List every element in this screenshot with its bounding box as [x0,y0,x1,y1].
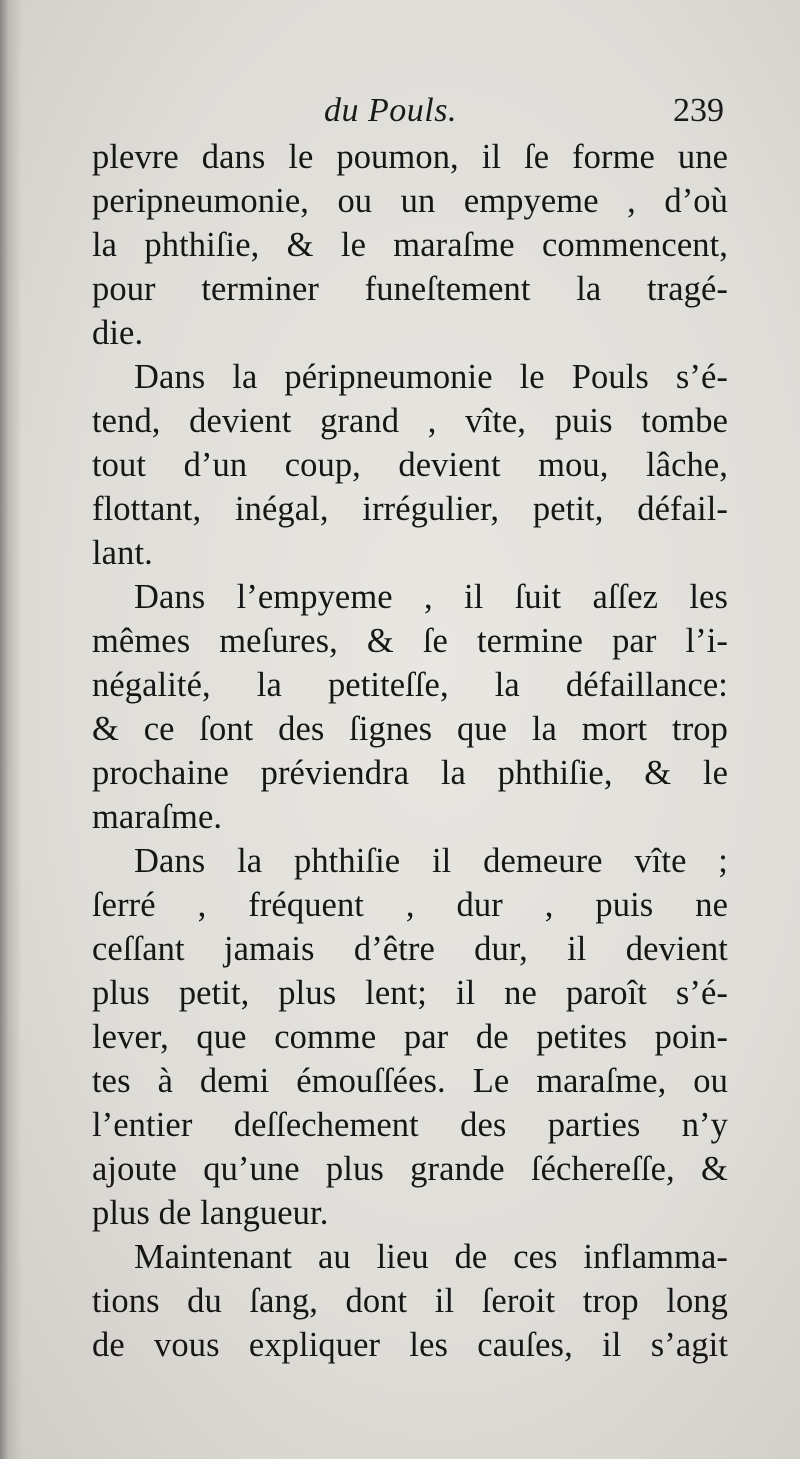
text-line: peripneumonie, ou un empyeme , d’où [92,182,728,220]
text-line: plus de langueur. [92,1194,329,1232]
text-line: ceſſant jamais d’être dur, il devient [92,930,728,968]
text-line: mêmes meſures, & ſe termine par l’i- [92,622,728,660]
text-line: maraſme. [92,798,223,836]
text-line: tes à demi émouſſées. Le maraſme, ou [92,1062,728,1100]
text-line: tions du ſang, dont il ſeroit trop long [92,1282,728,1320]
page-number: 239 [673,92,724,129]
text-line: tout d’un coup, devient mou, lâche, [92,446,728,484]
text-line: la phthiſie, & le maraſme commencent, [92,226,728,264]
text-line: flottant, inégal, irrégulier, petit, défail- [92,490,728,528]
text-line: Maintenant au lieu de ces inflamma- [134,1238,728,1276]
text-line: lant. [92,534,153,572]
text-line: die. [92,314,144,352]
text-line: & ce ſont des ſignes que la mort trop [92,710,728,748]
text-line: plevre dans le poumon, il ſe forme une [92,138,728,176]
text-line: l’entier deſſechement des parties n’y [92,1106,728,1144]
text-line: tend, devient grand , vîte, puis tombe [92,402,728,440]
text-line: négalité, la petiteſſe, la défaillance: [92,666,728,704]
text-line: ajoute qu’une plus grande ſéchereſſe, & [92,1150,728,1188]
text-line: Dans la péripneumonie le Pouls s’é- [134,358,728,396]
text-line: de vous expliquer les cauſes, il s’agit [92,1326,728,1364]
text-line: lever, que comme par de petites poin- [92,1018,728,1056]
text-line: plus petit, plus lent; il ne paroît s’é- [92,974,728,1012]
page-gutter-shadow [0,0,22,1459]
text-line: Dans l’empyeme , il ſuit aſſez les [134,578,728,616]
running-head: du Pouls. [324,92,457,129]
text-line: Dans la phthiſie il demeure vîte ; [134,842,728,880]
text-line: prochaine préviendra la phthiſie, & le [92,754,728,792]
text-line: ſerré , fréquent , dur , puis ne [92,886,728,924]
text-line: pour terminer funeſtement la tragé- [92,270,728,308]
body-text [92,135,728,1367]
page-header [92,92,728,140]
